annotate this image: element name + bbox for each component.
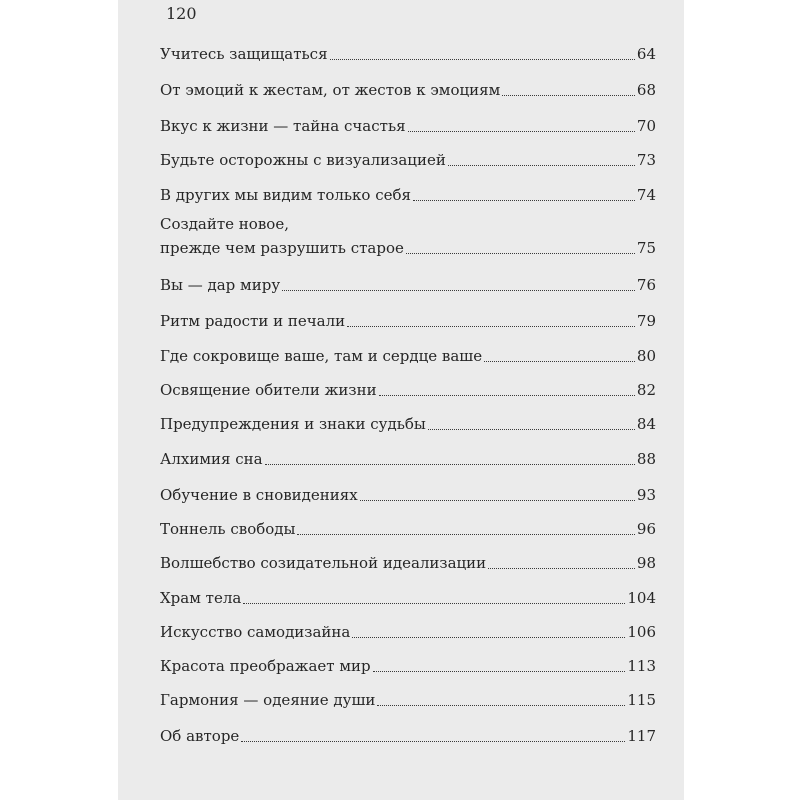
toc-entry-title: Красота преображает мир (160, 657, 371, 675)
dot-leader (241, 741, 625, 742)
toc-entry (160, 414, 656, 435)
toc-entry-page: 106 (627, 623, 656, 641)
toc-entry (160, 214, 656, 259)
dot-leader (330, 59, 635, 60)
toc-entry (160, 690, 656, 711)
toc-entry-page: 68 (636, 81, 656, 99)
toc-entry-title: Освящение обители жизни (160, 381, 377, 399)
toc-entry-title: Храм тела (160, 589, 242, 607)
toc-entry-title: От эмоций к жестам, от жестов к эмоциям (160, 81, 501, 99)
toc-entry-title: Будьте осторожны с визуализацией (160, 151, 446, 169)
toc-entry (160, 588, 656, 609)
toc-entry-title: Волшебство созидательной идеализации (160, 554, 487, 572)
dot-leader (373, 671, 626, 672)
toc-entry-title: Об авторе (160, 727, 240, 745)
dot-leader (282, 290, 635, 291)
toc-entry-page: 98 (636, 554, 656, 572)
toc-entry (160, 519, 656, 540)
toc-entry-page: 74 (636, 186, 656, 204)
toc-entry-title-line1: Создайте новое, (160, 215, 289, 233)
dot-leader (408, 131, 635, 132)
toc-entry-title: прежде чем разрушить старое (160, 239, 404, 257)
dot-leader (488, 568, 635, 569)
toc-entry (160, 485, 656, 506)
toc-entry (160, 380, 656, 401)
dot-leader (347, 326, 635, 327)
toc-entry-page: 113 (627, 657, 656, 675)
dot-leader (377, 705, 625, 706)
toc-entry-page: 82 (636, 381, 656, 399)
toc-entry (160, 185, 656, 206)
dot-leader (428, 429, 635, 430)
toc-entry (160, 726, 656, 747)
toc-entry (160, 275, 656, 296)
toc-entry-title: Вы — дар миру (160, 276, 281, 294)
toc-entry (160, 44, 656, 65)
toc-entry-title: В других мы видим только себя (160, 186, 411, 204)
toc-entry-title: Гармония — одеяние души (160, 691, 376, 709)
toc-entry (160, 311, 656, 332)
toc-entry (160, 622, 656, 643)
toc-entry (160, 80, 656, 101)
dot-leader (297, 534, 634, 535)
dot-leader (502, 95, 635, 96)
dot-leader (265, 464, 635, 465)
toc-entry-title: Вкус к жизни — тайна счастья (160, 117, 406, 135)
toc-entry-title: Предупреждения и знаки судьбы (160, 415, 426, 433)
dot-leader (413, 200, 635, 201)
toc-entry-title: Тоннель свободы (160, 520, 296, 538)
toc-entry-page: 76 (636, 276, 656, 294)
toc-entry (160, 553, 656, 574)
toc-entry-page: 73 (636, 151, 656, 169)
toc-entry-title: Обучение в сновидениях (160, 486, 358, 504)
toc-entry-page: 117 (627, 727, 656, 745)
dot-leader (379, 395, 635, 396)
dot-leader (360, 500, 635, 501)
toc-entry (160, 150, 656, 171)
toc-entry (160, 116, 656, 137)
dot-leader (243, 603, 625, 604)
toc-entry-page: 79 (636, 312, 656, 330)
toc-entry-page: 115 (627, 691, 656, 709)
toc-entry-page: 84 (636, 415, 656, 433)
toc-entry-title: Искусство самодизайна (160, 623, 351, 641)
toc-entry-page: 75 (636, 239, 656, 257)
toc-entry-page: 70 (636, 117, 656, 135)
toc-entry-page: 93 (636, 486, 656, 504)
toc-entry (160, 656, 656, 677)
toc-entry-page: 64 (636, 45, 656, 63)
dot-leader (448, 165, 635, 166)
toc-entry-page: 80 (636, 347, 656, 365)
dot-leader (352, 637, 625, 638)
dot-leader (484, 361, 635, 362)
book-page (118, 0, 684, 800)
toc-entry (160, 346, 656, 367)
toc-entry-page: 88 (636, 450, 656, 468)
table-of-contents (118, 0, 684, 800)
toc-entry-title: Учитесь защищаться (160, 45, 328, 63)
page-number: 120 (166, 4, 197, 23)
toc-entry (160, 449, 656, 470)
toc-entry-title: Алхимия сна (160, 450, 263, 468)
toc-entry-page: 104 (627, 589, 656, 607)
toc-entry-title: Где сокровище ваше, там и сердце ваше (160, 347, 483, 365)
toc-entry-title: Ритм радости и печали (160, 312, 346, 330)
dot-leader (406, 253, 635, 254)
toc-entry-page: 96 (636, 520, 656, 538)
